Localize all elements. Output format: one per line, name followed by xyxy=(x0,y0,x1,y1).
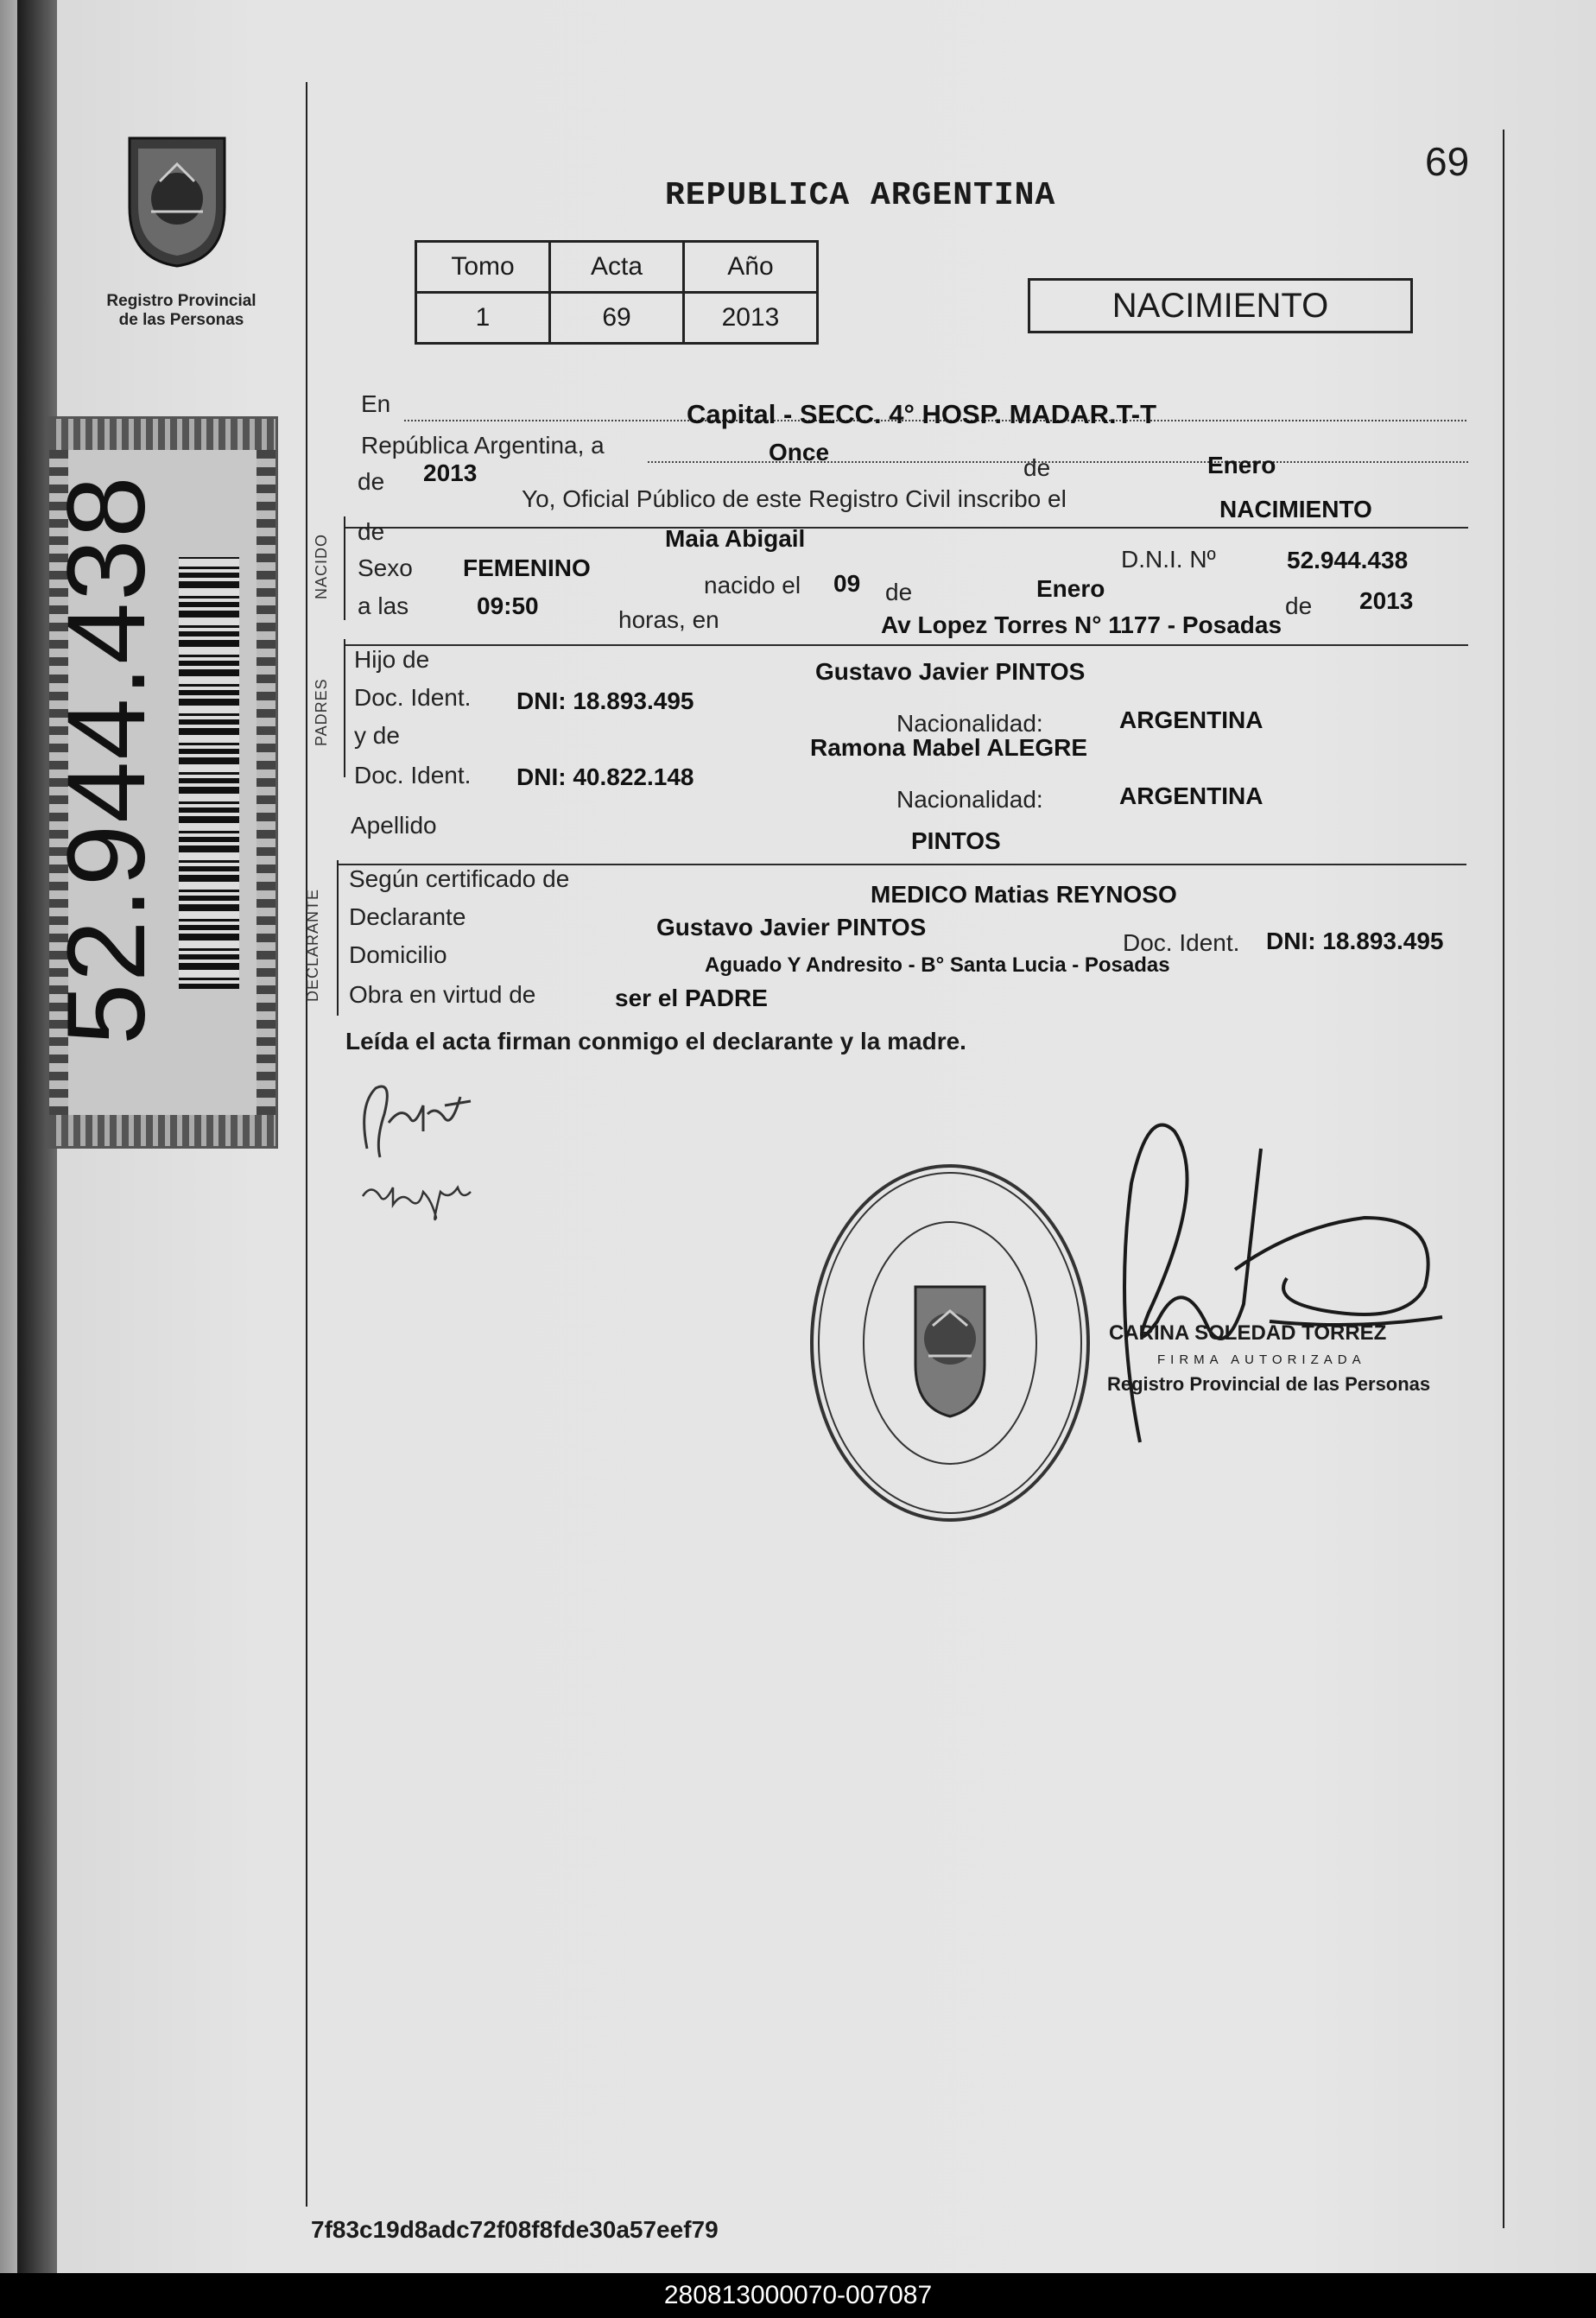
label-apellido: Apellido xyxy=(351,812,437,839)
registry-logo xyxy=(95,130,268,337)
official-role: FIRMA AUTORIZADA xyxy=(1157,1352,1366,1367)
stamp-ring-text xyxy=(829,1511,856,1512)
label-doc-decl: Doc. Ident. xyxy=(1123,929,1240,956)
label-segun: Según certificado de xyxy=(349,865,570,892)
madre-value: Ramona Mabel ALEGRE xyxy=(810,734,1088,761)
certificado-value: MEDICO Matias REYNOSO xyxy=(871,881,1177,908)
declarante-doc-value: DNI: 18.893.495 xyxy=(1266,928,1444,954)
register-table xyxy=(415,240,819,345)
padre-nac-value: ARGENTINA xyxy=(1119,706,1264,733)
table-header: Acta xyxy=(550,242,684,293)
label-de-anio: de xyxy=(1285,592,1313,619)
anio-nac-value: 2013 xyxy=(1359,587,1414,614)
document-hash: 7f83c19d8adc72f08f8fde30a57eef79 xyxy=(311,2216,719,2243)
sexo-value: FEMENINO xyxy=(463,554,591,581)
closing-sentence: Leída el acta firman conmigo el declarante y la madre. xyxy=(345,1028,966,1054)
barcode-graphic xyxy=(179,557,239,989)
official-signature xyxy=(1080,1097,1460,1460)
label-declarante: Declarante xyxy=(349,903,466,930)
declarante-value: Gustavo Javier PINTOS xyxy=(656,914,927,940)
label-sexo: Sexo xyxy=(358,554,413,581)
label-doc-madre: Doc. Ident. xyxy=(354,762,472,788)
tomo-value: 1 xyxy=(416,293,550,344)
official-org: Registro Provincial de las Personas xyxy=(1107,1373,1431,1395)
acta-value: 69 xyxy=(550,293,684,344)
country-title: REPUBLICA ARGENTINA xyxy=(665,177,1056,214)
dni-value: 52.944.438 xyxy=(1287,547,1409,573)
label-hijo-de: Hijo de xyxy=(354,646,430,673)
footer-id: 280813000070-007087 xyxy=(0,2273,1596,2318)
acto-value: NACIMIENTO xyxy=(1219,496,1372,522)
table-header: Tomo xyxy=(416,242,550,293)
madre-doc-value: DNI: 40.822.148 xyxy=(516,763,694,790)
label-en: En xyxy=(361,390,391,417)
mes-nac-value: Enero xyxy=(1036,575,1105,602)
domicilio-value: Aguado Y Andresito - B° Santa Lucia - Posadas xyxy=(705,953,1170,977)
lugar-value: Capital - SECC. 4° HOSP. MADAR.T-T xyxy=(687,399,1157,429)
label-nac-padre: Nacionalidad: xyxy=(896,710,1043,737)
section-nacido: NACIDO xyxy=(313,533,330,599)
label-y-de: y de xyxy=(354,722,400,749)
madre-nac-value: ARGENTINA xyxy=(1119,782,1264,809)
label-obra: Obra en virtud de xyxy=(349,981,536,1008)
section-declarante: DECLARANTE xyxy=(304,888,321,1002)
dia-value: Once xyxy=(769,439,830,466)
stamp-inner-text xyxy=(829,1513,840,1514)
province-seal-icon xyxy=(112,130,242,268)
label-doc-padre: Doc. Ident. xyxy=(354,684,472,711)
signature-alegre xyxy=(354,1157,475,1226)
nombre-value: Maia Abigail xyxy=(665,525,806,552)
label-horas-en: horas, en xyxy=(618,606,719,633)
official-stamp xyxy=(803,1157,1097,1529)
act-type-box: NACIMIENTO xyxy=(1028,278,1413,333)
padre-doc-value: DNI: 18.893.495 xyxy=(516,687,694,714)
section-padres: PADRES xyxy=(313,678,330,746)
label-de-nombre: de xyxy=(358,518,385,545)
official-name: CARINA SOLEDAD TORREZ xyxy=(1109,1321,1387,1345)
label-yo: Yo, Oficial Público de este Registro Civil inscribo el xyxy=(522,485,1067,512)
anio-value: 2013 xyxy=(684,293,818,344)
obra-value: ser el PADRE xyxy=(615,985,768,1011)
label-de: de xyxy=(1023,454,1051,481)
table-header: Año xyxy=(684,242,818,293)
label-domicilio: Domicilio xyxy=(349,941,447,968)
barcode-number: 52.944.438 xyxy=(45,474,168,1045)
anio-value-text: 2013 xyxy=(423,459,478,486)
label-republica: República Argentina, a xyxy=(361,432,605,459)
label-de-mes: de xyxy=(885,579,913,605)
label-dni: D.N.I. Nº xyxy=(1121,546,1216,573)
label-nacido-el: nacido el xyxy=(704,572,801,598)
domicilio-nac-value: Av Lopez Torres N° 1177 - Posadas xyxy=(881,611,1282,638)
logo-caption: Registro Provincial de las Personas xyxy=(106,292,256,329)
label-de2: de xyxy=(358,468,385,495)
dia-nac-value: 09 xyxy=(833,570,861,597)
apellido-value: PINTOS xyxy=(911,827,1001,854)
hora-value: 09:50 xyxy=(477,592,539,619)
label-nac-madre: Nacionalidad: xyxy=(896,786,1043,813)
page-number: 69 xyxy=(1425,139,1470,184)
label-a-las: a las xyxy=(358,592,409,619)
mes-value: Enero xyxy=(1207,452,1276,478)
padre-value: Gustavo Javier PINTOS xyxy=(815,658,1086,685)
